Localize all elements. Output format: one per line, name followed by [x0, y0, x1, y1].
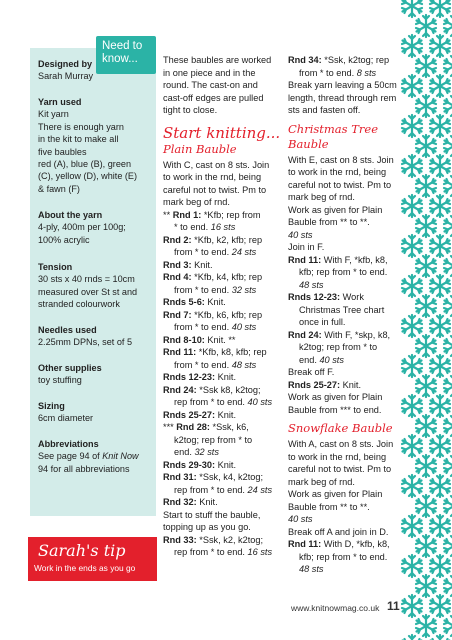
snowflake-icon	[444, 375, 452, 397]
tree-rnd-24-cont2: end. 40 sts	[299, 354, 344, 365]
snow-setup-line: With A, cast on 8 sts. Join	[288, 439, 394, 449]
snowflake-icon	[416, 135, 436, 157]
designed-by-section	[38, 58, 154, 83]
stuff-line: topping up as you go.	[163, 522, 251, 532]
yarn-section	[38, 96, 154, 195]
snowflake-icon	[430, 235, 450, 257]
snowflake-icon	[430, 355, 450, 377]
rnd-1-cont: * to end. 16 sts	[174, 222, 236, 232]
sizing-value: 6cm diameter	[38, 413, 94, 424]
rnd-11-cont: from * to end. 48 sts	[174, 359, 257, 370]
snowflake-icon	[416, 295, 436, 317]
snowflake-icon	[416, 175, 436, 197]
about-yarn-section	[38, 209, 154, 246]
rnd-32: Rnd 32: Knit.	[163, 497, 218, 507]
snowflake-icon	[430, 275, 450, 297]
snow-rnd-11-cont: kfb; rep from * to end.	[299, 551, 388, 562]
sizing-label: Sizing	[38, 401, 65, 411]
need-to-know-tab-line1: Need to	[102, 40, 143, 52]
snowflake-icon	[430, 315, 450, 337]
snowflake-icon	[416, 615, 436, 637]
tree-rnd-11: Rnd 11: With F, *kfb, k8,	[288, 254, 388, 265]
snowflake-icon	[416, 335, 436, 357]
rnd-4: Rnd 4: *Kfb, k4, kfb; rep	[163, 272, 263, 282]
snowflake-icon	[444, 335, 452, 357]
snow-stitch-count: 40 sts	[288, 514, 313, 524]
snowflake-icon	[416, 255, 436, 277]
supplies-label: Other supplies	[38, 363, 102, 373]
rnd-28-cont: k2tog; rep from * to	[174, 434, 253, 445]
intro-line: tight to close.	[163, 105, 218, 115]
rnd-2-cont: from * to end. 24 sts	[174, 247, 257, 257]
tree-join: Join in F.	[288, 242, 325, 252]
snowflake-icon	[416, 95, 436, 117]
tree-rnds-12-23-cont: Christmas Tree chart	[299, 304, 385, 315]
rnd-34-cont: from * to end. 8 sts	[299, 67, 377, 78]
pattern-column-right	[288, 54, 406, 576]
setup-line: With C, cast on 8 sts. Join	[163, 159, 270, 170]
snowflake-icon	[444, 295, 452, 317]
snowflake-icon	[402, 0, 422, 17]
rnd-34: Rnd 34: *Ssk, k2tog; rep	[288, 55, 390, 65]
tip-body: Work in the ends as you go	[34, 563, 136, 573]
tree-stitch-count: 40 sts	[288, 229, 313, 240]
start-knitting-heading: Start knitting...	[163, 123, 281, 142]
tension-label: Tension	[38, 262, 73, 272]
snowflake-icon	[430, 155, 450, 177]
tree-rnds-12-23-cont2: once in full.	[299, 317, 346, 327]
tip-title: Sarah's tip	[38, 541, 126, 560]
setup-line: careful not to twist. Pm to	[163, 184, 267, 195]
snowflake-icon	[444, 215, 452, 237]
snowflake-icon	[416, 215, 436, 237]
rnd-2: Rnd 2: *Kfb, k2, kfb; rep	[163, 234, 263, 245]
finish-line: Break yarn leaving a 50cm	[288, 80, 397, 90]
need-to-know-tab-line2: know...	[102, 53, 138, 65]
snowflake-icon	[444, 95, 452, 117]
about-yarn-value: 4-ply, 400m per 100g; 100% acrylic	[38, 222, 126, 245]
rnd-7-cont: from * to end. 40 sts	[174, 322, 257, 332]
tree-setup-line: With E, cast on 8 sts. Join	[288, 154, 394, 165]
rnd-24-cont: rep from * to end. 40 sts	[174, 397, 273, 407]
snowflake-icon	[402, 635, 422, 640]
tension-section	[38, 261, 154, 311]
tree-work-line: Bauble from *** to end.	[288, 404, 382, 415]
tree-work-line: Work as given for Plain	[288, 392, 383, 402]
snowflake-heading: Snowflake Bauble	[288, 421, 393, 435]
snowflake-icon	[430, 395, 450, 417]
abbreviations-label: Abbreviations	[38, 439, 99, 449]
rnds-5-6: Rnds 5-6: Knit.	[163, 297, 226, 307]
snowflake-icon	[416, 15, 436, 37]
tree-setup-line: Bauble from ** to **.	[288, 217, 370, 227]
sizing-section	[38, 400, 154, 425]
snowflake-icon	[444, 55, 452, 77]
rnd-3: Rnd 3: Knit.	[163, 259, 213, 270]
snowflake-icon	[444, 135, 452, 157]
snowflake-icon	[402, 595, 422, 617]
snowflake-icon	[444, 575, 452, 597]
yarn-value: Kit yarn There is enough yarn in the kit to make all five baubles red (A), blue (B), green (C), yellow (D), white (E) & fawn (F)	[38, 109, 138, 194]
supplies-section	[38, 362, 154, 387]
snow-setup-line: to work in the rnd, being	[288, 451, 387, 462]
designed-by-label: Designed by	[38, 59, 93, 69]
designed-by-value: Sarah Murray	[38, 71, 94, 82]
setup-line: to work in the rnd, being	[163, 172, 262, 182]
intro-line: in one piece and in the	[163, 67, 256, 78]
snow-setup-line: mark beg of rnd.	[288, 476, 355, 487]
tree-setup-line: mark beg of rnd.	[288, 192, 355, 202]
snow-break: Break off A and join in D.	[288, 526, 389, 537]
abbreviations-magazine: Knit Now	[102, 451, 139, 462]
rnd-24: Rnd 24: *Ssk k8, k2tog;	[163, 384, 261, 395]
supplies-value: toy stuffing	[38, 375, 82, 386]
stuff-line: Start to stuff the bauble,	[163, 509, 261, 520]
tree-rnd-24: Rnd 24: With F, *skp, k8,	[288, 329, 391, 340]
rnd-31-cont: rep from * to end. 24 sts	[174, 484, 273, 495]
rnd-28: *** Rnd 28: *Ssk, k6,	[163, 422, 249, 432]
snow-setup-line: careful not to twist. Pm to	[288, 464, 392, 474]
snow-rnd-11-count: 48 sts	[299, 564, 324, 574]
rnd-7: Rnd 7: *Kfb, k6, kfb; rep	[163, 309, 263, 320]
snowflake-icon	[444, 615, 452, 637]
snow-setup-line: Work as given for Plain	[288, 489, 383, 499]
page-number: 11	[387, 599, 400, 613]
intro-line: cast-off edges are pulled	[163, 92, 264, 103]
rnd-33: Rnd 33: *Ssk, k2, k2tog;	[163, 534, 264, 545]
finish-line: sts and fasten off.	[288, 105, 361, 115]
rnd-11: Rnd 11: *Kfb, k8, kfb; rep	[163, 347, 267, 357]
snowflake-icon	[444, 175, 452, 197]
abbreviations-post: 94 for all abbreviations	[38, 463, 130, 474]
snowflake-icon	[430, 35, 450, 57]
needles-value: 2.25mm DPNs, set of 5	[38, 337, 133, 348]
yarn-label: Yarn used	[38, 97, 82, 107]
tree-setup-line: to work in the rnd, being	[288, 167, 387, 177]
rnd-28-cont2: end. 32 sts	[174, 447, 219, 457]
rnd-31: Rnd 31: *Ssk, k4, k2tog;	[163, 472, 264, 482]
tree-break: Break off F.	[288, 367, 335, 377]
snowflake-icon	[416, 455, 436, 477]
tree-rnd-11-count: 48 sts	[299, 279, 324, 290]
needles-section	[38, 324, 154, 349]
snowflake-icon	[416, 55, 436, 77]
snowflake-icon	[430, 75, 450, 97]
snowflake-icon	[430, 0, 450, 17]
snowflake-icon	[430, 115, 450, 137]
snowflake-icon	[416, 535, 436, 557]
rnd-8-10: Rnd 8-10: Knit. **	[163, 334, 236, 345]
intro-line: These baubles are worked	[163, 55, 272, 65]
rnd-4-cont: from * to end. 32 sts	[174, 284, 257, 295]
plain-bauble-heading: Plain Bauble	[163, 141, 237, 156]
snowflake-icon	[416, 495, 436, 517]
snowflake-icon	[444, 455, 452, 477]
rnds-29-30: Rnds 29-30: Knit.	[163, 459, 237, 470]
needles-label: Needles used	[38, 325, 97, 335]
snowflake-icon	[416, 575, 436, 597]
abbreviations-section	[38, 438, 154, 475]
abbreviations-pre: See page 94 of	[38, 451, 103, 462]
snowflake-icon	[430, 595, 450, 617]
christmas-tree-heading: Christmas Tree Bauble	[288, 121, 379, 151]
snowflake-icon	[430, 435, 450, 457]
rnds-25-27: Rnds 25-27: Knit.	[163, 409, 237, 420]
footer-url: www.knitnowmag.co.uk	[291, 603, 380, 613]
sarahs-tip-box	[28, 537, 157, 581]
snowflake-icon	[444, 535, 452, 557]
rnds-12-23: Rnds 12-23: Knit.	[163, 372, 237, 382]
setup-line: mark beg of rnd.	[163, 197, 230, 207]
snowflake-icon	[430, 515, 450, 537]
snowflake-icon	[430, 635, 450, 640]
pattern-column-middle	[163, 54, 281, 559]
tree-rnd-24-cont: k2tog; rep from * to	[299, 342, 378, 352]
tree-setup-line: careful not to twist. Pm to	[288, 179, 392, 190]
snowflake-icon	[430, 555, 450, 577]
snowflake-icon	[416, 375, 436, 397]
snowflake-icon	[416, 415, 436, 437]
snowflake-icon	[444, 255, 452, 277]
rnd-33-cont: rep from * to end. 16 sts	[174, 547, 273, 557]
snowflake-icon	[444, 15, 452, 37]
tree-setup-line: Work as given for Plain	[288, 204, 383, 215]
tension-value: 30 sts x 40 rnds = 10cm measured over St st and stranded colourwork	[38, 274, 138, 310]
rnd-1: ** Rnd 1: *Kfb; rep from	[163, 209, 261, 220]
finish-line: length, thread through rem	[288, 92, 397, 103]
snow-setup-line: Bauble from ** to **.	[288, 501, 370, 512]
snow-rnd-11: Rnd 11: With D, *kfb, k8,	[288, 539, 390, 549]
snowflake-icon	[430, 195, 450, 217]
tree-rnd-11-cont: kfb; rep from * to end.	[299, 267, 388, 277]
about-yarn-label: About the yarn	[38, 210, 103, 220]
tree-rnds-12-23: Rnds 12-23: Work	[288, 292, 364, 302]
tree-rnds-25-27: Rnds 25-27: Knit.	[288, 379, 362, 390]
snowflake-icon	[444, 415, 452, 437]
snowflake-icon	[444, 495, 452, 517]
intro-line: round. The cast-on and	[163, 80, 258, 90]
snowflake-icon	[430, 475, 450, 497]
